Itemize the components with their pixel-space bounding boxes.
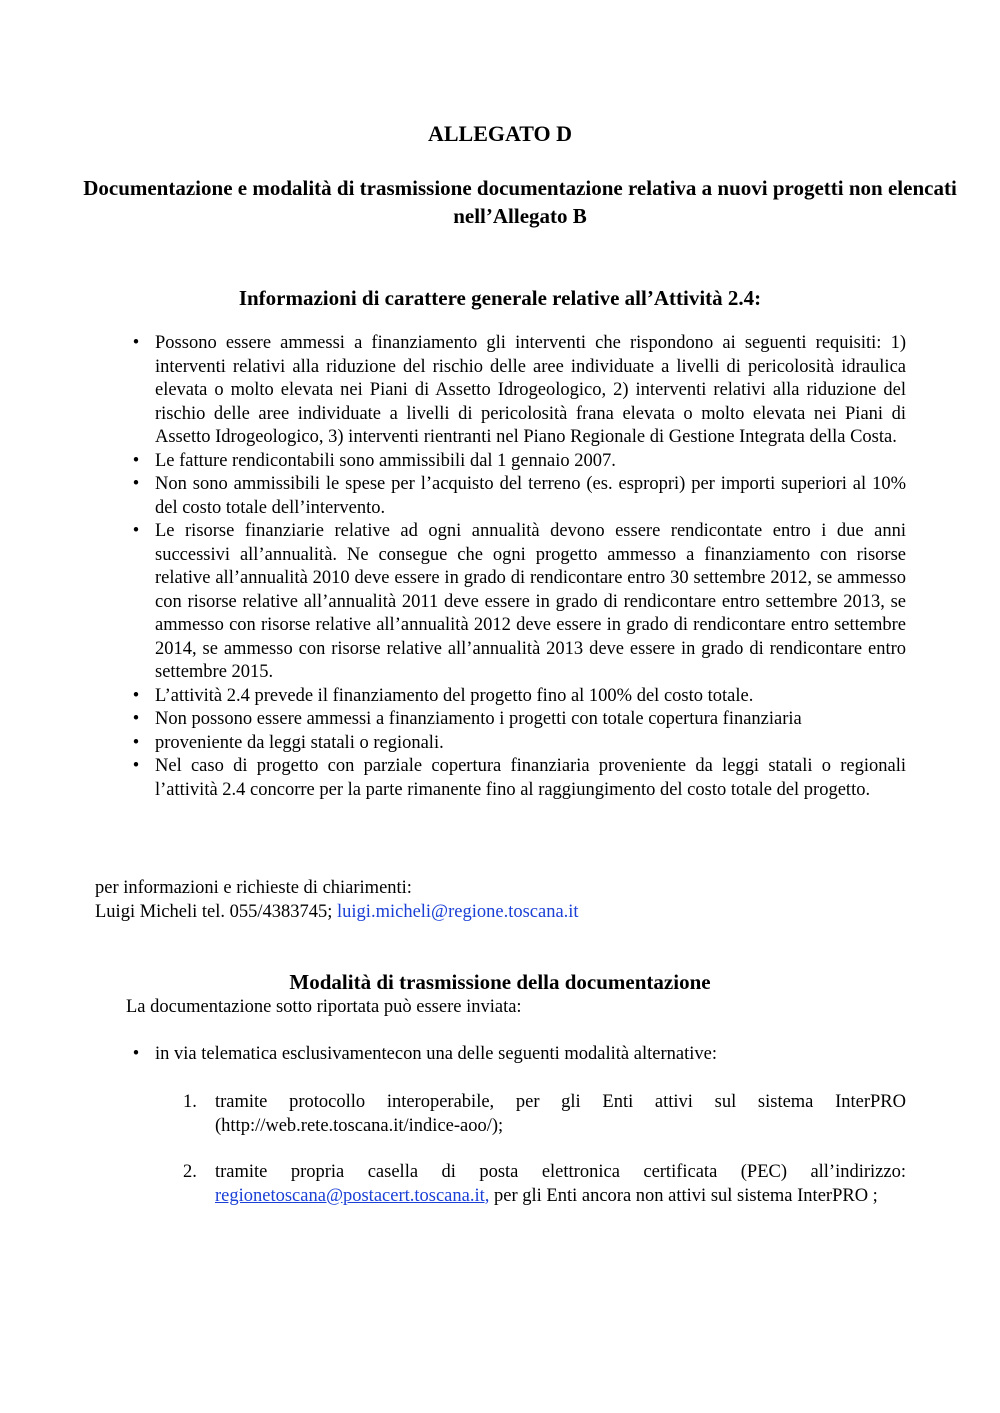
- list-item-text: proveniente da leggi statali o regionali.: [155, 732, 444, 753]
- list-item: [132, 732, 906, 756]
- list-item-text: per gli Enti ancora non attivi sul sistema InterPRO ;: [489, 1185, 878, 1206]
- list-item-text: Non possono essere ammessi a finanziamento i progetti con totale copertura finanziaria: [155, 709, 802, 729]
- document-subtitle: Documentazione e modalità di trasmissione documentazione relativa a nuovi progetti non elencati nell’Allegato B: [83, 176, 957, 228]
- transmission-heading: Modalità di trasmissione della documentazione: [289, 970, 711, 994]
- contact-email-link[interactable]: luigi.micheli@regione.toscana.it: [337, 901, 579, 922]
- list-item-number: 2.: [183, 1162, 197, 1182]
- transmission-modes-list: [183, 1091, 906, 1231]
- list-item: [132, 520, 906, 685]
- list-item-text: Nel caso di progetto con parziale copertura finanziaria proveniente da leggi statali o regionali l’attività 2.4 concorre per la parte rimanente fino al raggiungimento del costo totale del progetto.: [155, 756, 906, 800]
- contact-block: [95, 877, 915, 924]
- telematic-bullet: [132, 1043, 906, 1067]
- telematic-bullet-text: in via telematica esclusivamentecon una delle seguenti modalità alternative:: [155, 1044, 717, 1064]
- list-item-text: Non sono ammissibili le spese per l’acquisto del terreno (es. espropri) per importi superiori al 10% del costo totale dell’intervento.: [155, 474, 906, 518]
- list-item-text: tramite propria casella di posta elettronica certificata (PEC) all’indirizzo:: [215, 1162, 906, 1182]
- list-item: [132, 473, 906, 520]
- list-item: [183, 1161, 906, 1208]
- list-item-number: 1.: [183, 1092, 197, 1112]
- bullet-icon: •: [132, 333, 140, 353]
- list-item-text: tramite protocollo interoperabile, per gli Enti attivi sul sistema InterPRO (http://web.rete.toscana.it/indice-aoo/);: [215, 1092, 906, 1136]
- list-item-text: L’attività 2.4 prevede il finanziamento del progetto fino al 100% del costo totale.: [155, 685, 754, 706]
- bullet-icon: •: [132, 732, 140, 753]
- contact-line: [95, 901, 915, 925]
- list-item: [132, 685, 906, 709]
- list-item: [132, 708, 906, 732]
- bullet-icon: •: [132, 756, 140, 776]
- general-info-list: [132, 332, 906, 802]
- list-item: [132, 450, 906, 474]
- bullet-icon: •: [132, 521, 140, 541]
- list-item: [132, 755, 906, 802]
- bullet-icon: •: [132, 709, 140, 729]
- general-info-heading: Informazioni di carattere generale relative all’Attività 2.4:: [238, 286, 762, 310]
- list-item: [183, 1091, 906, 1138]
- pec-email-link[interactable]: regionetoscana@postacert.toscana.it,: [215, 1185, 490, 1206]
- list-item-text: Le fatture rendicontabili sono ammissibili dal 1 gennaio 2007.: [155, 450, 616, 471]
- bullet-icon: •: [132, 450, 140, 471]
- transmission-intro: La documentazione sotto riportata può essere inviata:: [126, 997, 522, 1017]
- contact-intro: per informazioni e richieste di chiarimenti:: [95, 878, 412, 898]
- document-title: ALLEGATO D: [427, 121, 573, 146]
- contact-name-phone: Luigi Micheli tel. 055/4383745;: [95, 901, 338, 922]
- bullet-icon: •: [132, 474, 140, 494]
- list-item-text: Le risorse finanziarie relative ad ogni annualità devono essere rendicontate entro i due anni successivi all’annualità. Ne consegue che ogni progetto ammesso a finanziamento con risorse relative all’annualità 2010 deve essere in grado di rendicontare entro 30 settembre 2012, se ammesso con risorse relative all’annualità 2011 deve essere in grado di rendicontare entro settembre 2013, se ammesso con risorse relative all’annualità 2012 deve essere in grado di rendicontare entro settembre 2014, se ammesso con risorse relative all’annualità 2013 deve essere in grado di rendicontare entro settembre 2015.: [155, 521, 906, 682]
- bullet-icon: •: [132, 1044, 140, 1064]
- list-item-text: Possono essere ammessi a finanziamento gli interventi che rispondono ai seguenti requisiti: 1) interventi relativi alla riduzione del rischio delle aree individuate a livelli di pericolosità idraulica elevata o molto elevata nei Piani di Assetto Idrogeologico, 2) interventi relativi alla riduzione del rischio delle aree individuate a livelli di pericolosità frana elevata o molto elevata nei Piani di Assetto Idrogeologico, 3) interventi rientranti nel Piano Regionale di Gestione Integrata della Costa.: [155, 333, 906, 447]
- bullet-icon: •: [132, 685, 140, 706]
- list-item: [132, 332, 906, 450]
